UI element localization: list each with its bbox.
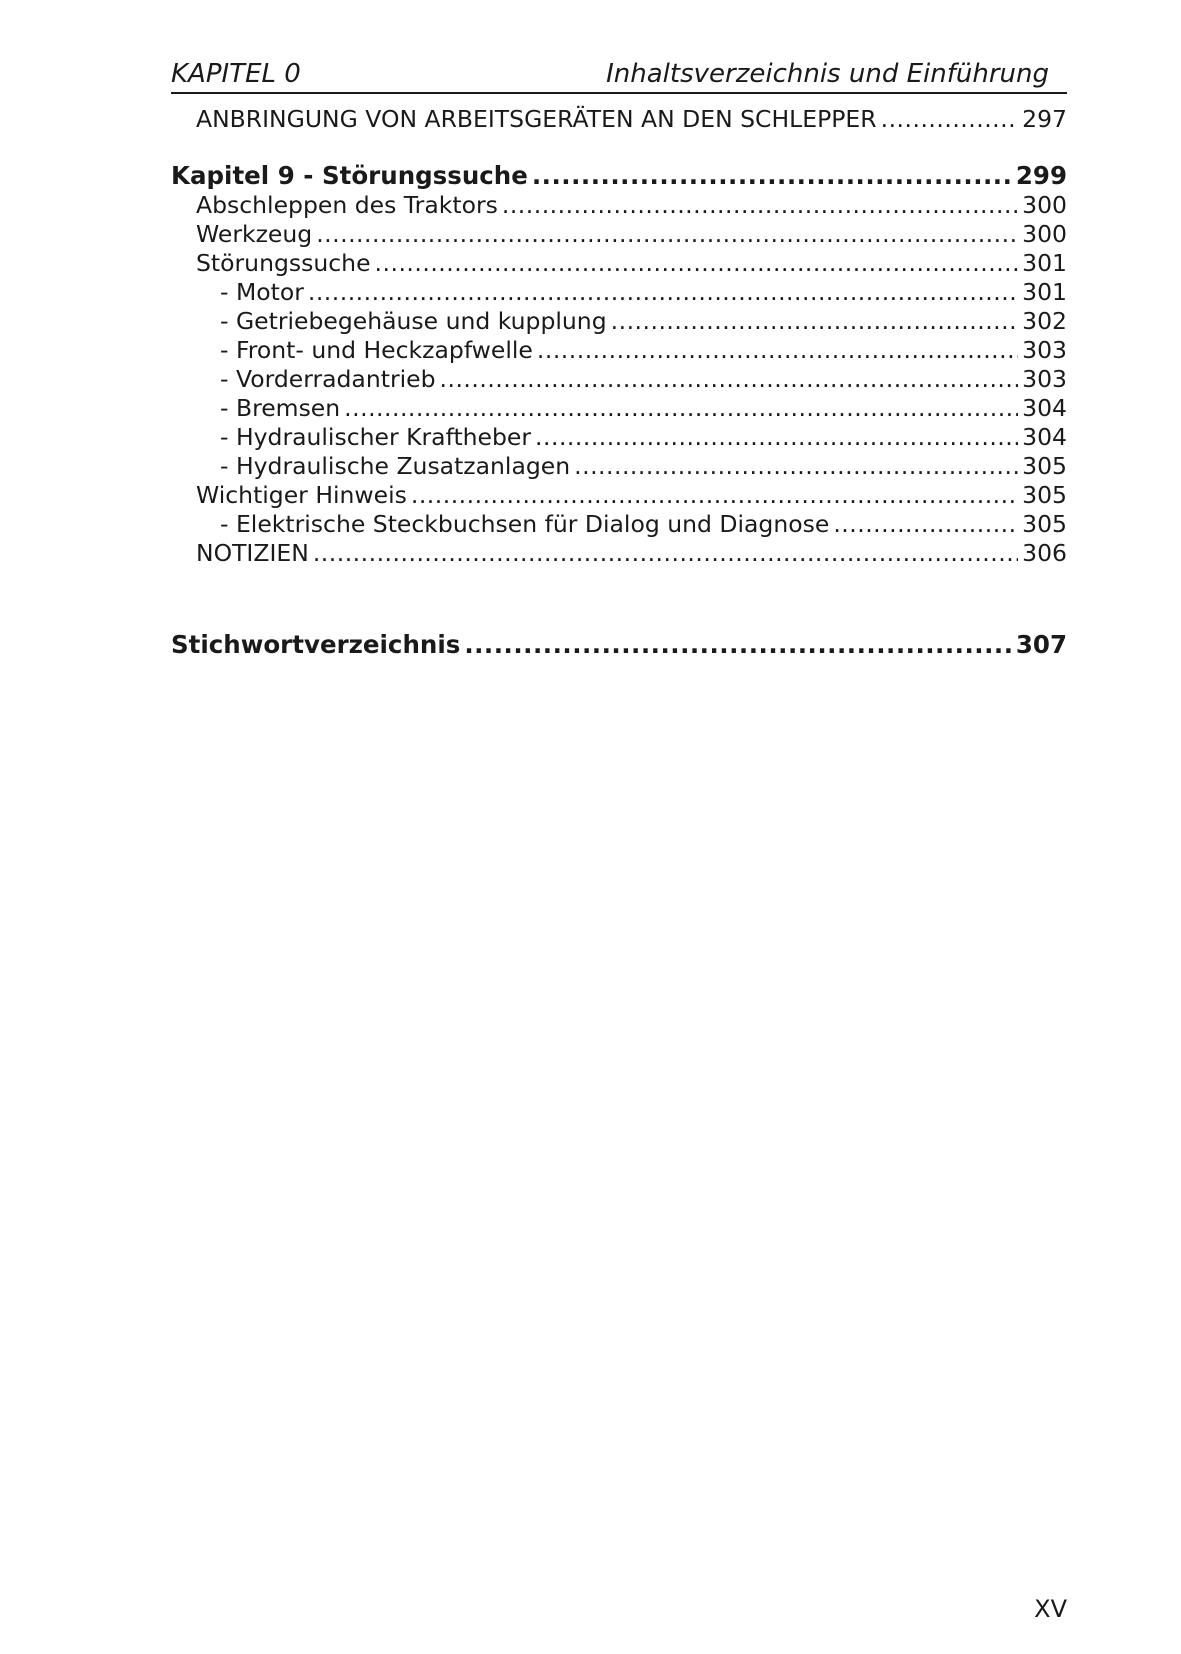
toc-entry-label: NOTIZIEN [196,539,309,567]
leader-dots [313,538,1018,568]
toc-subentry[interactable] [171,335,1067,365]
toc-subentry[interactable] [171,393,1067,423]
toc-entry-label: ANBRINGUNG VON ARBEITSGERÄTEN AN DEN SCHLEPPER [196,105,877,133]
toc-subentry[interactable] [171,277,1067,307]
toc-chapter-9[interactable] [171,161,1067,191]
toc-entry-page: 305 [1022,481,1067,509]
toc-subentry[interactable] [171,422,1067,452]
toc-chapter-label: Kapitel 9 - Störungssuche [171,161,528,190]
toc-entry-label: - Motor [220,278,304,306]
toc-entry[interactable] [171,190,1067,220]
toc-entry-page: 297 [1022,105,1067,133]
toc-entry-label: - Elektrische Steckbuchsen für Dialog und Diagnose [220,510,830,538]
leader-dots [502,190,1018,220]
toc-entry-label: - Hydraulischer Kraftheber [220,423,532,451]
toc-entry-page: 304 [1022,423,1067,451]
toc-entry-label: Abschleppen des Traktors [196,191,498,219]
toc-subentry[interactable] [171,451,1067,481]
header-title: Inhaltsverzeichnis und Einführung [606,59,1049,89]
toc-entry[interactable] [171,480,1067,510]
leader-dots [411,480,1018,510]
toc-chapter-page: 299 [1015,161,1067,190]
toc-entry[interactable] [171,538,1067,568]
toc-entry-page: 301 [1022,249,1067,277]
leader-dots [440,364,1019,394]
leader-dots [375,248,1019,278]
toc-entry-page: 303 [1022,336,1067,364]
toc-entry-page: 305 [1022,452,1067,480]
toc-entry-label: Wichtiger Hinweis [196,481,407,509]
toc-entry-label: - Hydraulische Zusatzanlagen [220,452,571,480]
toc-entry-page: 304 [1022,394,1067,422]
toc-index-page: 307 [1015,630,1067,659]
leader-dots [535,422,1018,452]
toc-index[interactable] [171,630,1067,660]
toc-entry-page: 300 [1022,220,1067,248]
toc-index-label: Stichwortverzeichnis [171,630,461,659]
toc-entry[interactable] [171,219,1067,249]
page-number: XV [1034,1595,1067,1623]
toc-entry-page: 305 [1022,510,1067,538]
toc-subentry[interactable] [171,509,1067,539]
toc-entry-page: 302 [1022,307,1067,335]
toc-entry-label: - Bremsen [220,394,341,422]
leader-dots [532,161,1012,191]
toc-entry-page: 306 [1022,539,1067,567]
toc-entry-page: 303 [1022,365,1067,393]
toc-entry-page: 300 [1022,191,1067,219]
toc-entry-label: - Front- und Heckzapfwelle [220,336,533,364]
toc-entry[interactable] [171,248,1067,278]
leader-dots [611,306,1019,336]
toc-entry-label: Werkzeug [196,220,313,248]
leader-dots [881,104,1019,134]
leader-dots [833,509,1018,539]
leader-dots [316,219,1018,249]
toc-entry-label: - Vorderradantrieb [220,365,436,393]
toc-entry-page: 301 [1022,278,1067,306]
leader-dots [344,393,1018,423]
toc-entry-label: - Getriebegehäuse und kupplung [220,307,607,335]
toc-subentry[interactable] [171,306,1067,336]
leader-dots [308,277,1018,307]
header-chapter: KAPITEL 0 [171,59,301,89]
leader-dots [537,335,1018,365]
page-header [171,56,1067,94]
toc-entry-label: Störungssuche [196,249,371,277]
leader-dots [574,451,1018,481]
toc-subentry[interactable] [171,364,1067,394]
leader-dots [464,630,1012,660]
toc-entry-anbringung[interactable] [171,104,1067,134]
